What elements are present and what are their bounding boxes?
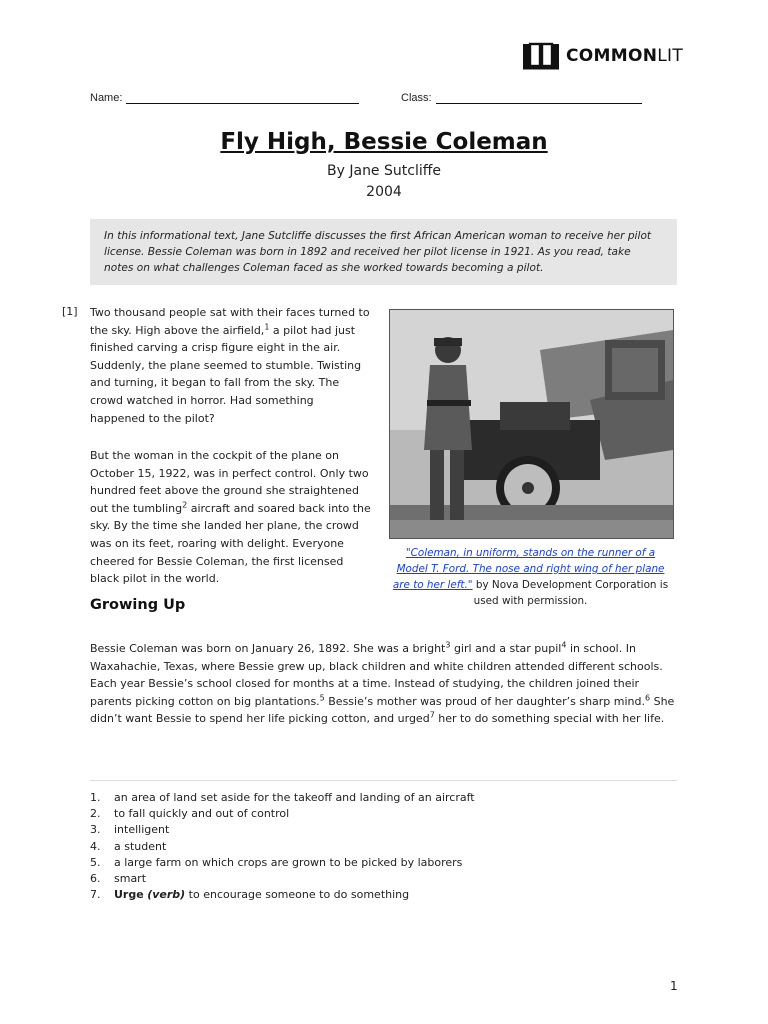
photo-caption-link[interactable]: "Coleman, in uniform, stands on the runner of a Model T. Ford. The nose and right wing of her plane are to her left." xyxy=(392,547,665,591)
footnote-item: 3. intelligent xyxy=(90,823,170,837)
footnote-item: 2. to fall quickly and out of control xyxy=(90,807,290,821)
footnote-ref-4[interactable]: 4 xyxy=(561,640,567,650)
class-field[interactable] xyxy=(401,91,642,104)
footnote-ref-7[interactable]: 7 xyxy=(429,710,435,720)
footnote-ref-6[interactable]: 6 xyxy=(645,693,651,703)
footnote-item: 1. an area of land set aside for the takeoff and landing of an aircraft xyxy=(90,791,475,804)
paragraph-1: Two thousand people sat with their faces turned to the sky. High above the airfield,$^1$ a pilot had just finished carving a crisp figure eight in the air. Suddenly, the plane seemed to stumble. Twisting and turning, it began to fall from the sky. The crowd watched in horror. Had something happened to the pilot? xyxy=(90,306,370,425)
article-title: Fly High, Bessie Coleman xyxy=(220,129,548,155)
intro-box: In this informational text, Jane Sutcliffe discusses the first African American woman to receive her pilot license. Bessie Coleman was born in 1892 and received her pilot license in 1921. As you read, take notes on what challenges Coleman faced as she worked towards becoming a pilot. xyxy=(90,219,677,285)
footnote-item: 5. a large farm on which crops are grown to be picked by laborers xyxy=(90,855,463,869)
footnote-item: 7. Urge (verb) to encourage someone to do something xyxy=(90,888,410,902)
class-label: Class: xyxy=(401,92,432,104)
photo-caption: "Coleman, in uniform, stands on the runner of a Model T. Ford. The nose and right wing of her plane are to her left." by Nova Development Corporation is used with permission. xyxy=(392,547,669,607)
logo-wordmark: COMMONLIT xyxy=(566,46,684,66)
open-book-icon xyxy=(522,42,560,70)
footnote-list xyxy=(90,790,475,903)
section-heading: Growing Up xyxy=(90,597,186,613)
footnote-ref-5[interactable]: 5 xyxy=(319,693,325,703)
footnote-item: 4. a student xyxy=(90,839,167,853)
paragraph-2: But the woman in the cockpit of the plane on October 15, 1922, was in perfect control. Only two hundred feet above the ground she straightened out the tumbling$^2$ aircraft and soared back into the sky. By the time she landed her plane, the crowd was on its feet, roaring with delight. Everyone cheered for Bessie Coleman, the first licensed black pilot in the world. xyxy=(90,449,371,586)
name-blank-line[interactable] xyxy=(126,91,359,104)
article-author: By Jane Sutcliffe xyxy=(327,163,441,179)
name-label: Name: xyxy=(90,92,123,104)
footnote-ref-1[interactable]: 1 xyxy=(264,321,270,331)
paragraph-3: Bessie Coleman was born on January 26, 1892. She was a bright$^3$ girl and a star pupil$^4$ in school. In Waxahachie, Texas, where Bessie grew up, black children and white children attended different schools. Each year Bessie’s school closed for months at a time. Instead of studying, the children joined their parents picking cotton on big plantations.$^5$ Bessie’s mother was proud of her daughter’s sharp mind.$^6$ She didn’t want Bessie to spend her life picking cotton, and urged$^7$ her to do something special with her life. xyxy=(90,640,675,726)
class-blank-line[interactable] xyxy=(436,91,642,104)
name-field[interactable] xyxy=(90,91,359,104)
footnote-ref-2[interactable]: 2 xyxy=(182,500,188,510)
article-year: 2004 xyxy=(366,184,402,200)
commonlit-logo xyxy=(522,42,683,70)
page-number: 1 xyxy=(670,979,678,993)
footnote-item: 6. smart xyxy=(90,872,147,886)
coleman-photo xyxy=(389,309,674,539)
paragraph-number: [1] xyxy=(62,305,78,318)
footnote-divider xyxy=(90,780,677,781)
footnote-ref-3[interactable]: 3 xyxy=(445,640,451,650)
